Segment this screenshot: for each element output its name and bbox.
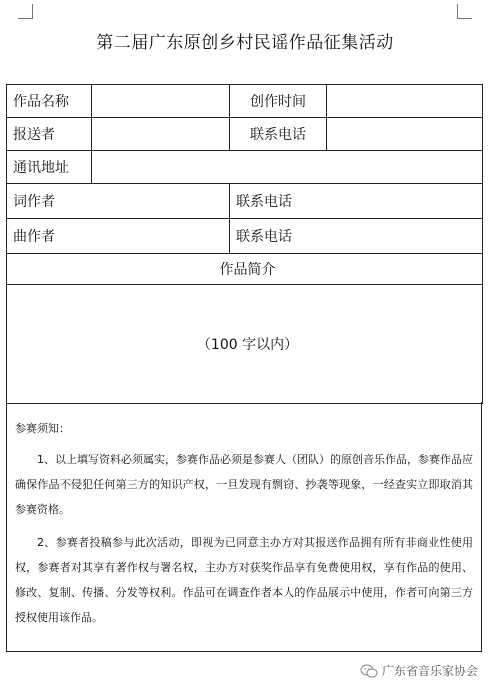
form-row-intro-body — [7, 285, 483, 404]
composer-label: 曲作者 — [7, 219, 230, 254]
entry-notes — [6, 402, 482, 652]
creation-time-label: 创作时间 — [230, 85, 327, 118]
submitter-label: 报送者 — [7, 118, 92, 151]
form-row-submitter — [7, 118, 483, 151]
notes-item-2: 2、参赛者投稿参与此次活动，即视为已同意主办方对其报送作品拥有所有非商业性使用权，参赛者对其享有著作权与署名权，主办方对获奖作品享有免费使用权，享有作品的使用、修改、复制、传播、分发等权利。作品可在调查作者本人的作品展示中使用，作者可向第三方授权使用该作品。 — [15, 536, 473, 624]
contact-phone-field[interactable] — [327, 118, 483, 151]
contact-phone-label: 联系电话 — [230, 118, 327, 151]
watermark-text: 广东省音乐家协会 — [381, 664, 478, 678]
intro-label: 作品简介 — [7, 254, 483, 285]
crop-mark-top-right — [457, 4, 472, 19]
work-name-label: 作品名称 — [7, 85, 92, 118]
form-row-address — [7, 151, 483, 184]
lyricist-label: 词作者 — [7, 184, 230, 219]
work-name-field[interactable] — [92, 85, 230, 118]
address-field[interactable] — [92, 151, 483, 184]
composer-phone-label: 联系电话 — [230, 219, 483, 254]
document-title: 第二届广东原创乡村民谣作品征集活动 — [96, 33, 394, 53]
source-watermark — [360, 662, 478, 679]
wechat-icon — [360, 664, 378, 678]
notes-heading: 参赛须知： — [15, 422, 70, 435]
submitter-field[interactable] — [92, 118, 230, 151]
address-label: 通讯地址 — [7, 151, 92, 184]
notes-item-1: 1、以上填写资料必须属实，参赛作品必须是参赛人（团队）的原创音乐作品，参赛作品应确保作品不侵犯任何第三方的知识产权，一旦发现有剽窃、抄袭等现象，一经查实立即取消其参赛资格。 — [15, 453, 473, 516]
form-row-intro-header — [7, 254, 483, 285]
form-row-work-name — [7, 85, 483, 118]
intro-field[interactable] — [7, 285, 483, 404]
crop-mark-top-left — [18, 4, 33, 19]
lyricist-phone-label: 联系电话 — [230, 184, 483, 219]
intro-hint: （100 字以内） — [196, 337, 299, 353]
form-row-composer — [7, 219, 483, 254]
creation-time-field[interactable] — [327, 85, 483, 118]
form-row-lyricist — [7, 184, 483, 219]
registration-form-table — [6, 84, 483, 404]
